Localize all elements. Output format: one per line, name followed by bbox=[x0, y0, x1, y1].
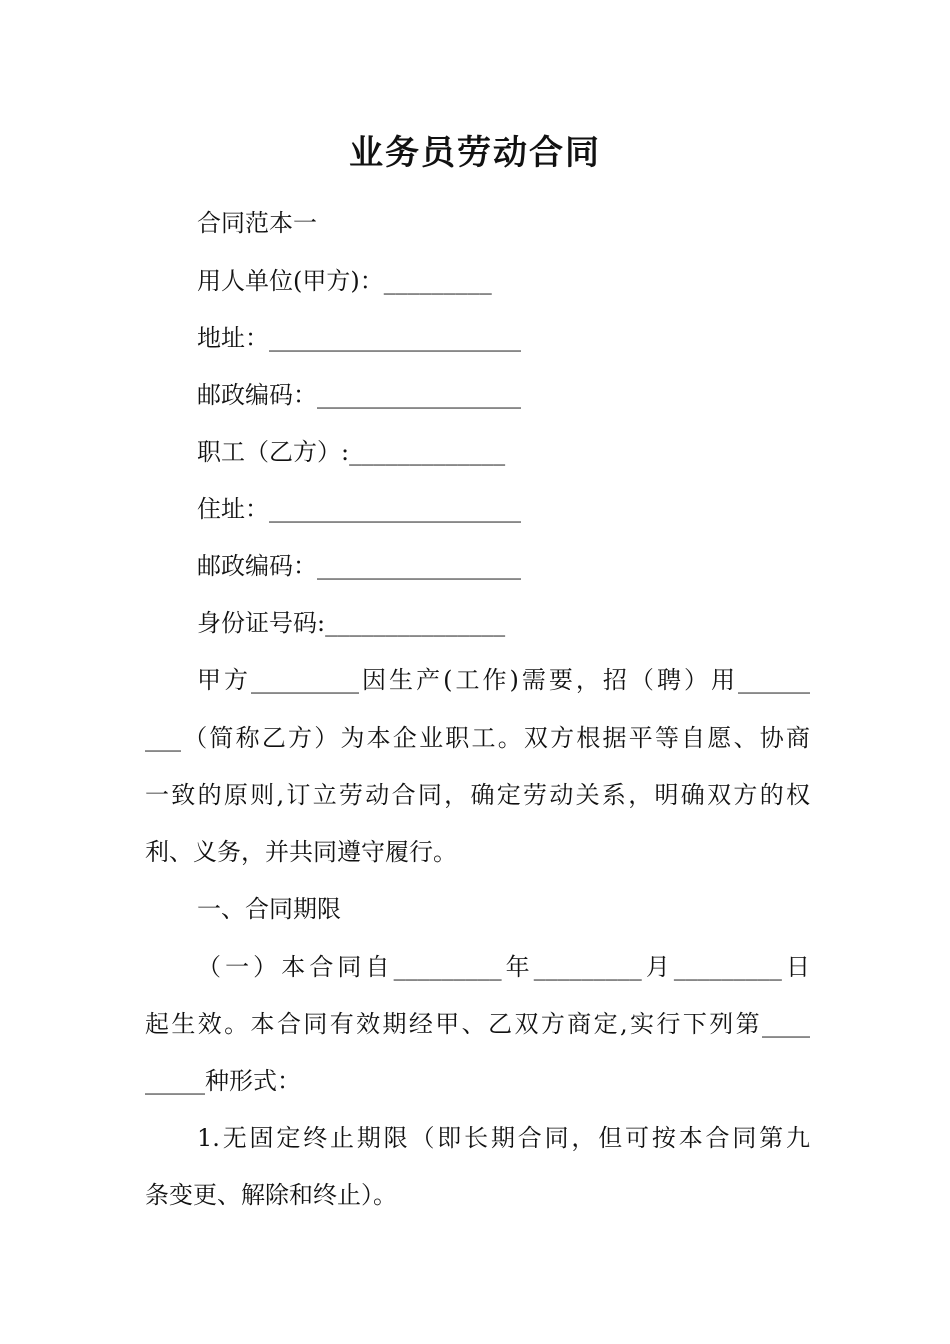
contract-template-label: 合同范本一 bbox=[197, 209, 317, 237]
employee-address-field: 住址：_____________________ bbox=[197, 495, 521, 523]
clause-1-line-1: 1.无固定终止期限（即长期合同，但可按本合同第九 bbox=[197, 1124, 810, 1152]
document-title: 业务员劳动合同 bbox=[349, 133, 601, 173]
employer-postcode-field: 邮政编码：_________________ bbox=[197, 381, 521, 409]
preamble-line-1: 甲方_________因生产(工作)需要，招（聘）用______ bbox=[197, 666, 810, 694]
clause-1-line-2: 条变更、解除和终止）。 bbox=[145, 1181, 397, 1209]
preamble-line-3: 一致的原则,订立劳动合同，确定劳动关系，明确双方的权 bbox=[145, 781, 810, 809]
employer-address-field: 地址：_____________________ bbox=[197, 324, 521, 352]
employee-postcode-field: 邮政编码：_________________ bbox=[197, 552, 521, 580]
term-line-3: _____种形式： bbox=[145, 1067, 301, 1095]
employer-field: 用人单位(甲方)：_________ bbox=[197, 267, 492, 295]
employee-field: 职工（乙方）:_____________ bbox=[197, 438, 506, 466]
term-line-2: 起生效。本合同有效期经甲、乙双方商定,实行下列第____ bbox=[145, 1010, 810, 1038]
term-line-1: （一）本合同自_________年_________月_________日 bbox=[197, 953, 810, 981]
id-number-field: 身份证号码:_______________ bbox=[197, 609, 506, 637]
section-heading-term: 一、合同期限 bbox=[197, 895, 341, 923]
preamble-line-2: ___（简称乙方）为本企业职工。双方根据平等自愿、协商 bbox=[145, 724, 810, 752]
preamble-line-4: 利、义务，并共同遵守履行。 bbox=[145, 838, 457, 866]
